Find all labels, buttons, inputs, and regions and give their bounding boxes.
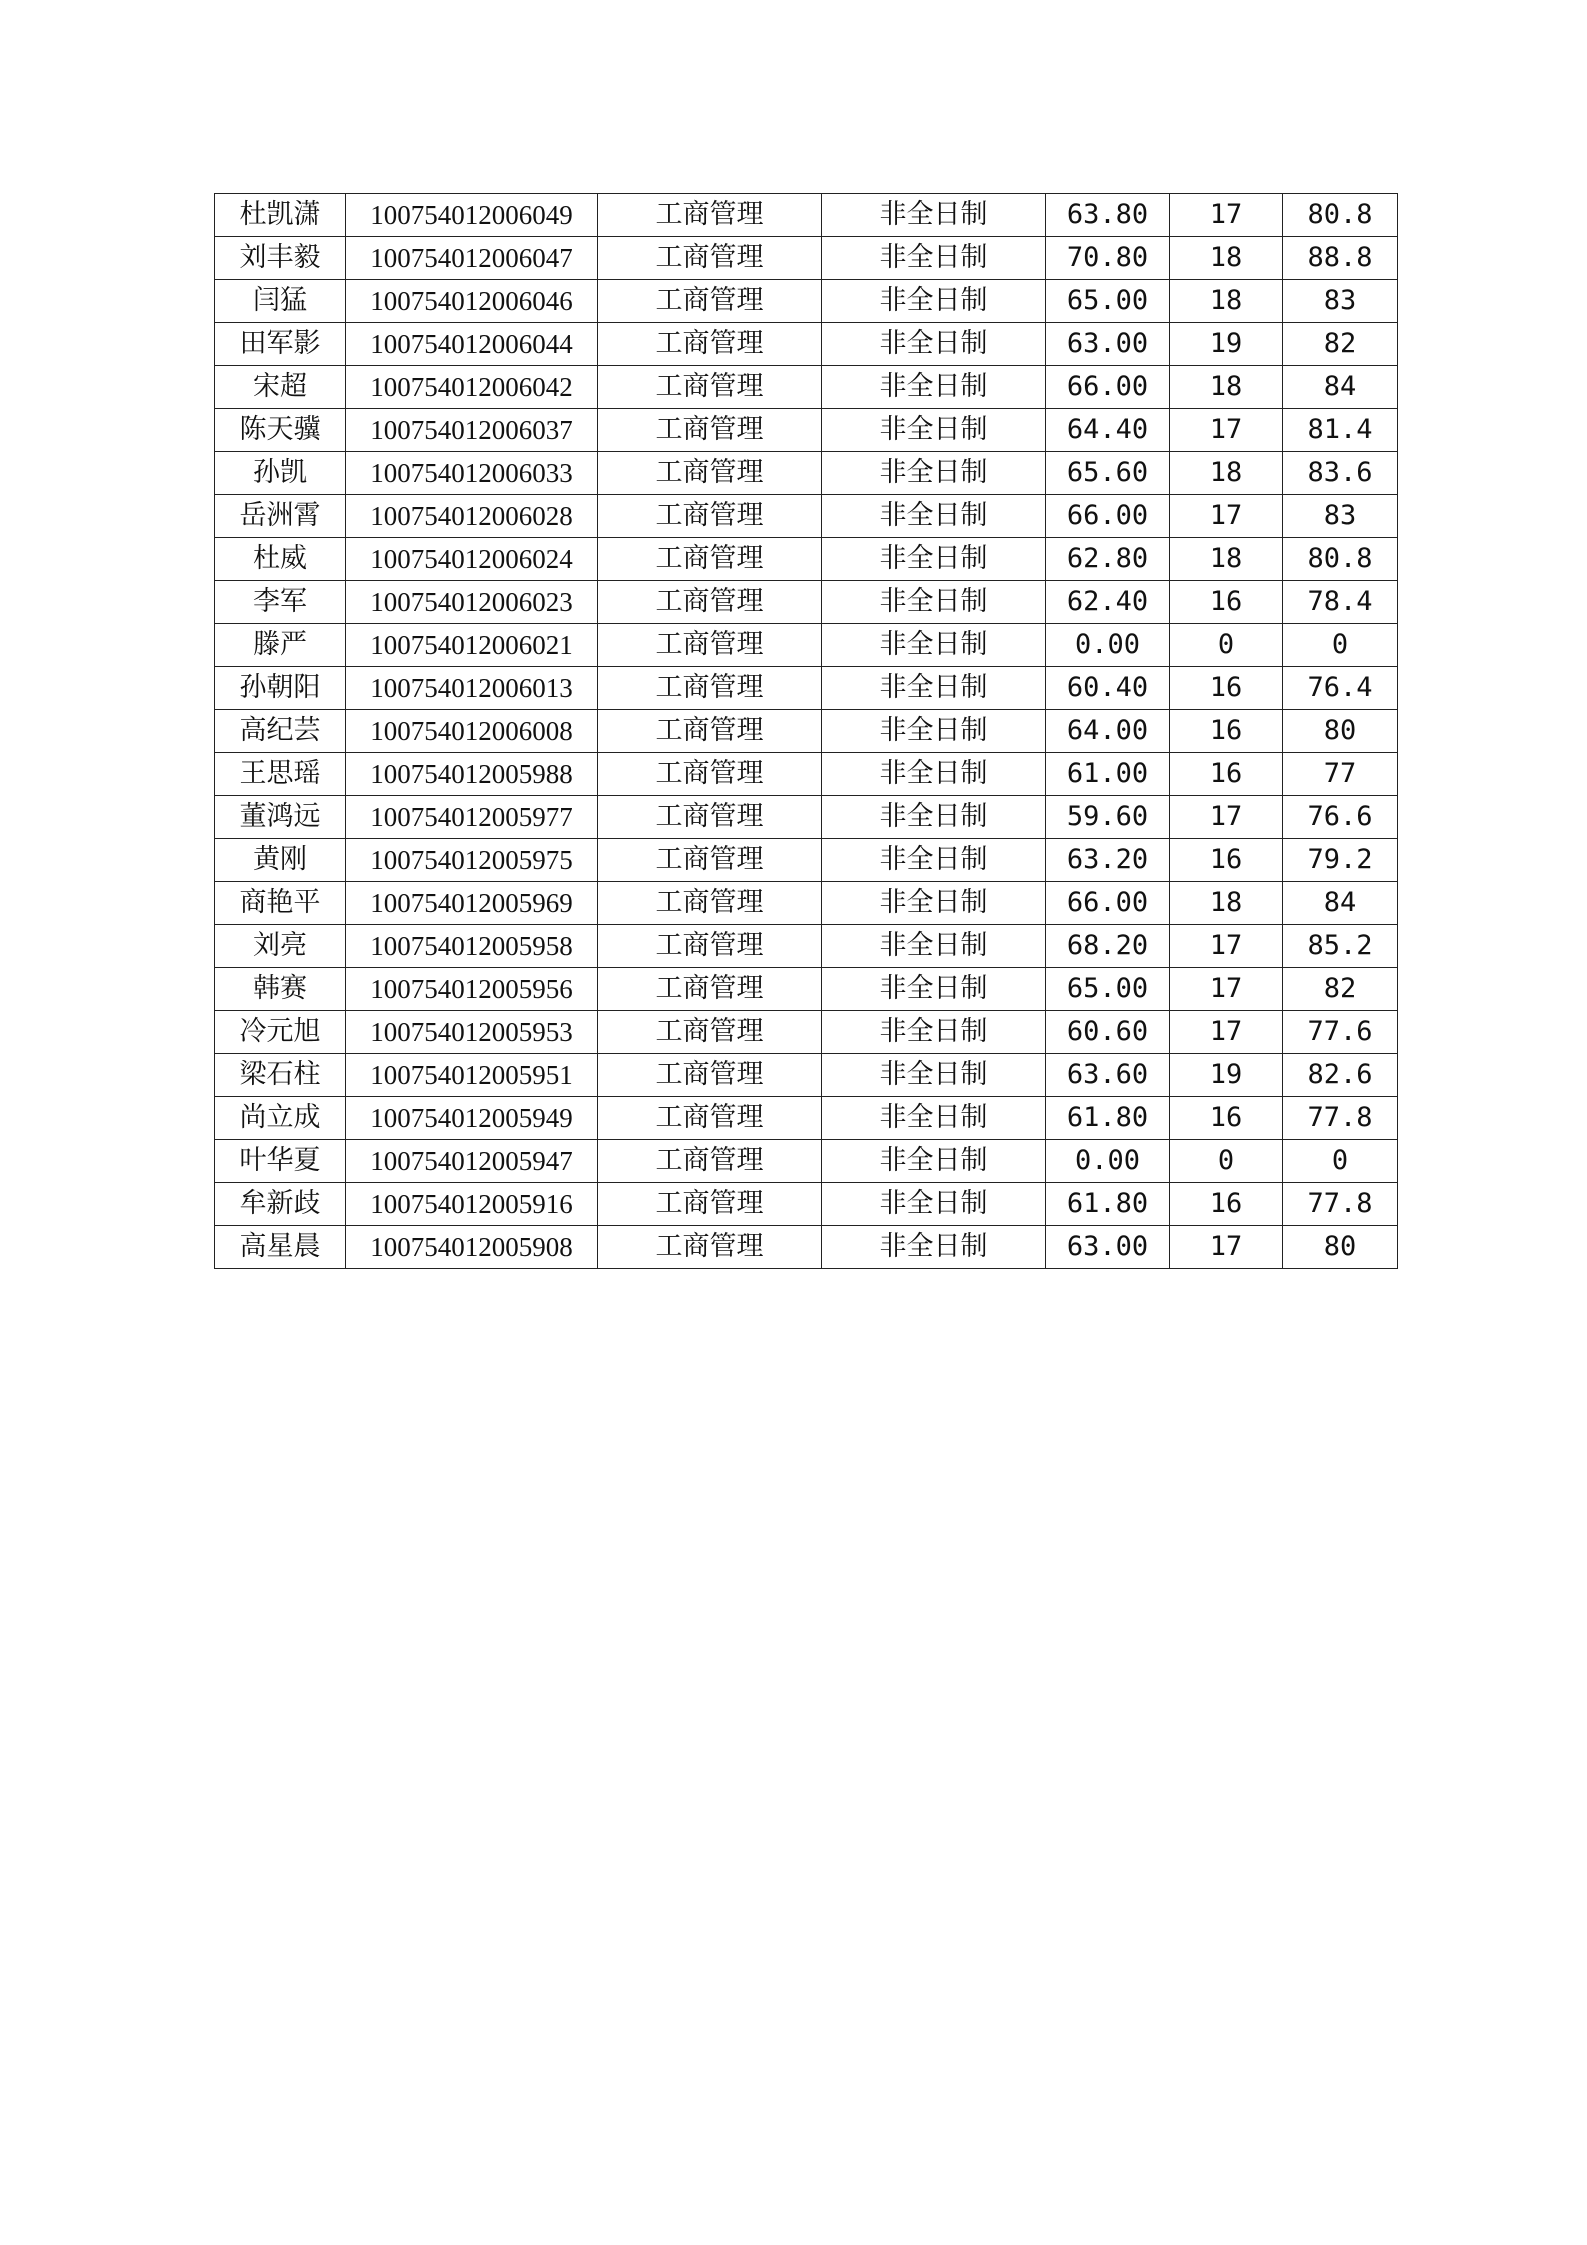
exam-id-cell: 100754012006024 bbox=[346, 538, 598, 581]
major-cell: 工商管理 bbox=[598, 1097, 822, 1140]
name-cell: 尚立成 bbox=[215, 1097, 346, 1140]
exam-id-cell: 100754012005949 bbox=[346, 1097, 598, 1140]
written-score-cell: 0.00 bbox=[1046, 624, 1170, 667]
exam-id-cell: 100754012006008 bbox=[346, 710, 598, 753]
table-row bbox=[215, 624, 1398, 667]
study-mode-cell: 非全日制 bbox=[822, 710, 1046, 753]
study-mode-cell: 非全日制 bbox=[822, 1011, 1046, 1054]
study-mode-cell: 非全日制 bbox=[822, 280, 1046, 323]
written-score-cell: 63.20 bbox=[1046, 839, 1170, 882]
table-row bbox=[215, 1183, 1398, 1226]
study-mode-cell: 非全日制 bbox=[822, 624, 1046, 667]
written-score-cell: 68.20 bbox=[1046, 925, 1170, 968]
total-score-cell: 77.6 bbox=[1283, 1011, 1398, 1054]
table-row bbox=[215, 710, 1398, 753]
table-row bbox=[215, 667, 1398, 710]
total-score-cell: 83 bbox=[1283, 495, 1398, 538]
study-mode-cell: 非全日制 bbox=[822, 495, 1046, 538]
interview-score-cell: 18 bbox=[1170, 237, 1283, 280]
name-cell: 杜威 bbox=[215, 538, 346, 581]
table-row bbox=[215, 1226, 1398, 1269]
name-cell: 孙凯 bbox=[215, 452, 346, 495]
interview-score-cell: 18 bbox=[1170, 280, 1283, 323]
major-cell: 工商管理 bbox=[598, 280, 822, 323]
interview-score-cell: 17 bbox=[1170, 1011, 1283, 1054]
name-cell: 叶华夏 bbox=[215, 1140, 346, 1183]
exam-id-cell: 100754012006028 bbox=[346, 495, 598, 538]
total-score-cell: 82 bbox=[1283, 968, 1398, 1011]
exam-id-cell: 100754012005947 bbox=[346, 1140, 598, 1183]
name-cell: 岳洲霄 bbox=[215, 495, 346, 538]
table-row bbox=[215, 968, 1398, 1011]
written-score-cell: 61.00 bbox=[1046, 753, 1170, 796]
study-mode-cell: 非全日制 bbox=[822, 1097, 1046, 1140]
major-cell: 工商管理 bbox=[598, 237, 822, 280]
study-mode-cell: 非全日制 bbox=[822, 1183, 1046, 1226]
written-score-cell: 64.00 bbox=[1046, 710, 1170, 753]
interview-score-cell: 16 bbox=[1170, 667, 1283, 710]
written-score-cell: 61.80 bbox=[1046, 1183, 1170, 1226]
table-row bbox=[215, 452, 1398, 495]
table-row bbox=[215, 495, 1398, 538]
major-cell: 工商管理 bbox=[598, 409, 822, 452]
total-score-cell: 0 bbox=[1283, 1140, 1398, 1183]
name-cell: 梁石柱 bbox=[215, 1054, 346, 1097]
total-score-cell: 77.8 bbox=[1283, 1097, 1398, 1140]
interview-score-cell: 17 bbox=[1170, 409, 1283, 452]
table-row bbox=[215, 1140, 1398, 1183]
table-row bbox=[215, 237, 1398, 280]
exam-id-cell: 100754012006042 bbox=[346, 366, 598, 409]
study-mode-cell: 非全日制 bbox=[822, 667, 1046, 710]
interview-score-cell: 17 bbox=[1170, 968, 1283, 1011]
major-cell: 工商管理 bbox=[598, 667, 822, 710]
exam-id-cell: 100754012005969 bbox=[346, 882, 598, 925]
exam-id-cell: 100754012006021 bbox=[346, 624, 598, 667]
table-row bbox=[215, 882, 1398, 925]
table-row bbox=[215, 925, 1398, 968]
exam-id-cell: 100754012005975 bbox=[346, 839, 598, 882]
study-mode-cell: 非全日制 bbox=[822, 925, 1046, 968]
name-cell: 高纪芸 bbox=[215, 710, 346, 753]
major-cell: 工商管理 bbox=[598, 1054, 822, 1097]
study-mode-cell: 非全日制 bbox=[822, 452, 1046, 495]
exam-id-cell: 100754012006013 bbox=[346, 667, 598, 710]
name-cell: 冷元旭 bbox=[215, 1011, 346, 1054]
interview-score-cell: 18 bbox=[1170, 882, 1283, 925]
exam-id-cell: 100754012006047 bbox=[346, 237, 598, 280]
written-score-cell: 66.00 bbox=[1046, 495, 1170, 538]
written-score-cell: 63.00 bbox=[1046, 1226, 1170, 1269]
major-cell: 工商管理 bbox=[598, 452, 822, 495]
interview-score-cell: 0 bbox=[1170, 1140, 1283, 1183]
total-score-cell: 82 bbox=[1283, 323, 1398, 366]
table-row bbox=[215, 753, 1398, 796]
written-score-cell: 62.80 bbox=[1046, 538, 1170, 581]
total-score-cell: 80 bbox=[1283, 710, 1398, 753]
exam-id-cell: 100754012005951 bbox=[346, 1054, 598, 1097]
table-row bbox=[215, 409, 1398, 452]
interview-score-cell: 0 bbox=[1170, 624, 1283, 667]
major-cell: 工商管理 bbox=[598, 753, 822, 796]
total-score-cell: 82.6 bbox=[1283, 1054, 1398, 1097]
exam-id-cell: 100754012005977 bbox=[346, 796, 598, 839]
interview-score-cell: 19 bbox=[1170, 323, 1283, 366]
major-cell: 工商管理 bbox=[598, 710, 822, 753]
interview-score-cell: 17 bbox=[1170, 495, 1283, 538]
interview-score-cell: 16 bbox=[1170, 1183, 1283, 1226]
study-mode-cell: 非全日制 bbox=[822, 366, 1046, 409]
total-score-cell: 76.4 bbox=[1283, 667, 1398, 710]
study-mode-cell: 非全日制 bbox=[822, 753, 1046, 796]
interview-score-cell: 16 bbox=[1170, 839, 1283, 882]
table-row bbox=[215, 1054, 1398, 1097]
name-cell: 孙朝阳 bbox=[215, 667, 346, 710]
written-score-cell: 62.40 bbox=[1046, 581, 1170, 624]
table-row bbox=[215, 366, 1398, 409]
interview-score-cell: 18 bbox=[1170, 452, 1283, 495]
name-cell: 宋超 bbox=[215, 366, 346, 409]
table-row bbox=[215, 1097, 1398, 1140]
exam-id-cell: 100754012005916 bbox=[346, 1183, 598, 1226]
written-score-cell: 65.00 bbox=[1046, 280, 1170, 323]
name-cell: 王思瑶 bbox=[215, 753, 346, 796]
exam-id-cell: 100754012006037 bbox=[346, 409, 598, 452]
written-score-cell: 61.80 bbox=[1046, 1097, 1170, 1140]
total-score-cell: 80.8 bbox=[1283, 538, 1398, 581]
total-score-cell: 77 bbox=[1283, 753, 1398, 796]
total-score-cell: 78.4 bbox=[1283, 581, 1398, 624]
written-score-cell: 66.00 bbox=[1046, 882, 1170, 925]
interview-score-cell: 18 bbox=[1170, 538, 1283, 581]
study-mode-cell: 非全日制 bbox=[822, 581, 1046, 624]
exam-id-cell: 100754012006033 bbox=[346, 452, 598, 495]
interview-score-cell: 17 bbox=[1170, 194, 1283, 237]
table-row bbox=[215, 1011, 1398, 1054]
total-score-cell: 80.8 bbox=[1283, 194, 1398, 237]
interview-score-cell: 17 bbox=[1170, 925, 1283, 968]
exam-id-cell: 100754012006049 bbox=[346, 194, 598, 237]
table-row bbox=[215, 538, 1398, 581]
major-cell: 工商管理 bbox=[598, 323, 822, 366]
table-row bbox=[215, 796, 1398, 839]
interview-score-cell: 18 bbox=[1170, 366, 1283, 409]
name-cell: 刘亮 bbox=[215, 925, 346, 968]
study-mode-cell: 非全日制 bbox=[822, 409, 1046, 452]
name-cell: 黄刚 bbox=[215, 839, 346, 882]
name-cell: 高星晨 bbox=[215, 1226, 346, 1269]
written-score-cell: 63.00 bbox=[1046, 323, 1170, 366]
exam-id-cell: 100754012006044 bbox=[346, 323, 598, 366]
written-score-cell: 63.60 bbox=[1046, 1054, 1170, 1097]
interview-score-cell: 16 bbox=[1170, 581, 1283, 624]
exam-id-cell: 100754012005958 bbox=[346, 925, 598, 968]
exam-id-cell: 100754012006046 bbox=[346, 280, 598, 323]
name-cell: 李军 bbox=[215, 581, 346, 624]
name-cell: 刘丰毅 bbox=[215, 237, 346, 280]
exam-id-cell: 100754012005908 bbox=[346, 1226, 598, 1269]
study-mode-cell: 非全日制 bbox=[822, 1054, 1046, 1097]
study-mode-cell: 非全日制 bbox=[822, 323, 1046, 366]
exam-id-cell: 100754012005953 bbox=[346, 1011, 598, 1054]
total-score-cell: 0 bbox=[1283, 624, 1398, 667]
study-mode-cell: 非全日制 bbox=[822, 194, 1046, 237]
major-cell: 工商管理 bbox=[598, 796, 822, 839]
major-cell: 工商管理 bbox=[598, 1011, 822, 1054]
study-mode-cell: 非全日制 bbox=[822, 882, 1046, 925]
interview-score-cell: 19 bbox=[1170, 1054, 1283, 1097]
written-score-cell: 65.60 bbox=[1046, 452, 1170, 495]
study-mode-cell: 非全日制 bbox=[822, 1226, 1046, 1269]
study-mode-cell: 非全日制 bbox=[822, 796, 1046, 839]
written-score-cell: 64.40 bbox=[1046, 409, 1170, 452]
major-cell: 工商管理 bbox=[598, 624, 822, 667]
written-score-cell: 60.40 bbox=[1046, 667, 1170, 710]
table-row bbox=[215, 194, 1398, 237]
written-score-cell: 65.00 bbox=[1046, 968, 1170, 1011]
major-cell: 工商管理 bbox=[598, 194, 822, 237]
total-score-cell: 77.8 bbox=[1283, 1183, 1398, 1226]
major-cell: 工商管理 bbox=[598, 495, 822, 538]
total-score-cell: 84 bbox=[1283, 366, 1398, 409]
total-score-cell: 88.8 bbox=[1283, 237, 1398, 280]
major-cell: 工商管理 bbox=[598, 968, 822, 1011]
interview-score-cell: 17 bbox=[1170, 796, 1283, 839]
exam-id-cell: 100754012005988 bbox=[346, 753, 598, 796]
exam-id-cell: 100754012006023 bbox=[346, 581, 598, 624]
total-score-cell: 85.2 bbox=[1283, 925, 1398, 968]
name-cell: 韩赛 bbox=[215, 968, 346, 1011]
table-row bbox=[215, 323, 1398, 366]
total-score-cell: 79.2 bbox=[1283, 839, 1398, 882]
exam-id-cell: 100754012005956 bbox=[346, 968, 598, 1011]
total-score-cell: 80 bbox=[1283, 1226, 1398, 1269]
name-cell: 董鸿远 bbox=[215, 796, 346, 839]
major-cell: 工商管理 bbox=[598, 581, 822, 624]
interview-score-cell: 16 bbox=[1170, 753, 1283, 796]
score-table bbox=[214, 193, 1398, 1269]
study-mode-cell: 非全日制 bbox=[822, 237, 1046, 280]
major-cell: 工商管理 bbox=[598, 1226, 822, 1269]
study-mode-cell: 非全日制 bbox=[822, 968, 1046, 1011]
name-cell: 田军影 bbox=[215, 323, 346, 366]
table-row bbox=[215, 581, 1398, 624]
interview-score-cell: 16 bbox=[1170, 1097, 1283, 1140]
major-cell: 工商管理 bbox=[598, 839, 822, 882]
written-score-cell: 63.80 bbox=[1046, 194, 1170, 237]
total-score-cell: 76.6 bbox=[1283, 796, 1398, 839]
total-score-cell: 83.6 bbox=[1283, 452, 1398, 495]
total-score-cell: 81.4 bbox=[1283, 409, 1398, 452]
major-cell: 工商管理 bbox=[598, 366, 822, 409]
table-body bbox=[215, 194, 1398, 1269]
major-cell: 工商管理 bbox=[598, 538, 822, 581]
name-cell: 杜凯潇 bbox=[215, 194, 346, 237]
name-cell: 滕严 bbox=[215, 624, 346, 667]
written-score-cell: 66.00 bbox=[1046, 366, 1170, 409]
interview-score-cell: 16 bbox=[1170, 710, 1283, 753]
name-cell: 陈天骥 bbox=[215, 409, 346, 452]
major-cell: 工商管理 bbox=[598, 1140, 822, 1183]
study-mode-cell: 非全日制 bbox=[822, 839, 1046, 882]
major-cell: 工商管理 bbox=[598, 925, 822, 968]
written-score-cell: 0.00 bbox=[1046, 1140, 1170, 1183]
interview-score-cell: 17 bbox=[1170, 1226, 1283, 1269]
major-cell: 工商管理 bbox=[598, 1183, 822, 1226]
study-mode-cell: 非全日制 bbox=[822, 538, 1046, 581]
written-score-cell: 59.60 bbox=[1046, 796, 1170, 839]
written-score-cell: 70.80 bbox=[1046, 237, 1170, 280]
table-row bbox=[215, 839, 1398, 882]
name-cell: 闫猛 bbox=[215, 280, 346, 323]
total-score-cell: 83 bbox=[1283, 280, 1398, 323]
major-cell: 工商管理 bbox=[598, 882, 822, 925]
study-mode-cell: 非全日制 bbox=[822, 1140, 1046, 1183]
written-score-cell: 60.60 bbox=[1046, 1011, 1170, 1054]
name-cell: 商艳平 bbox=[215, 882, 346, 925]
table-row bbox=[215, 280, 1398, 323]
total-score-cell: 84 bbox=[1283, 882, 1398, 925]
name-cell: 牟新歧 bbox=[215, 1183, 346, 1226]
